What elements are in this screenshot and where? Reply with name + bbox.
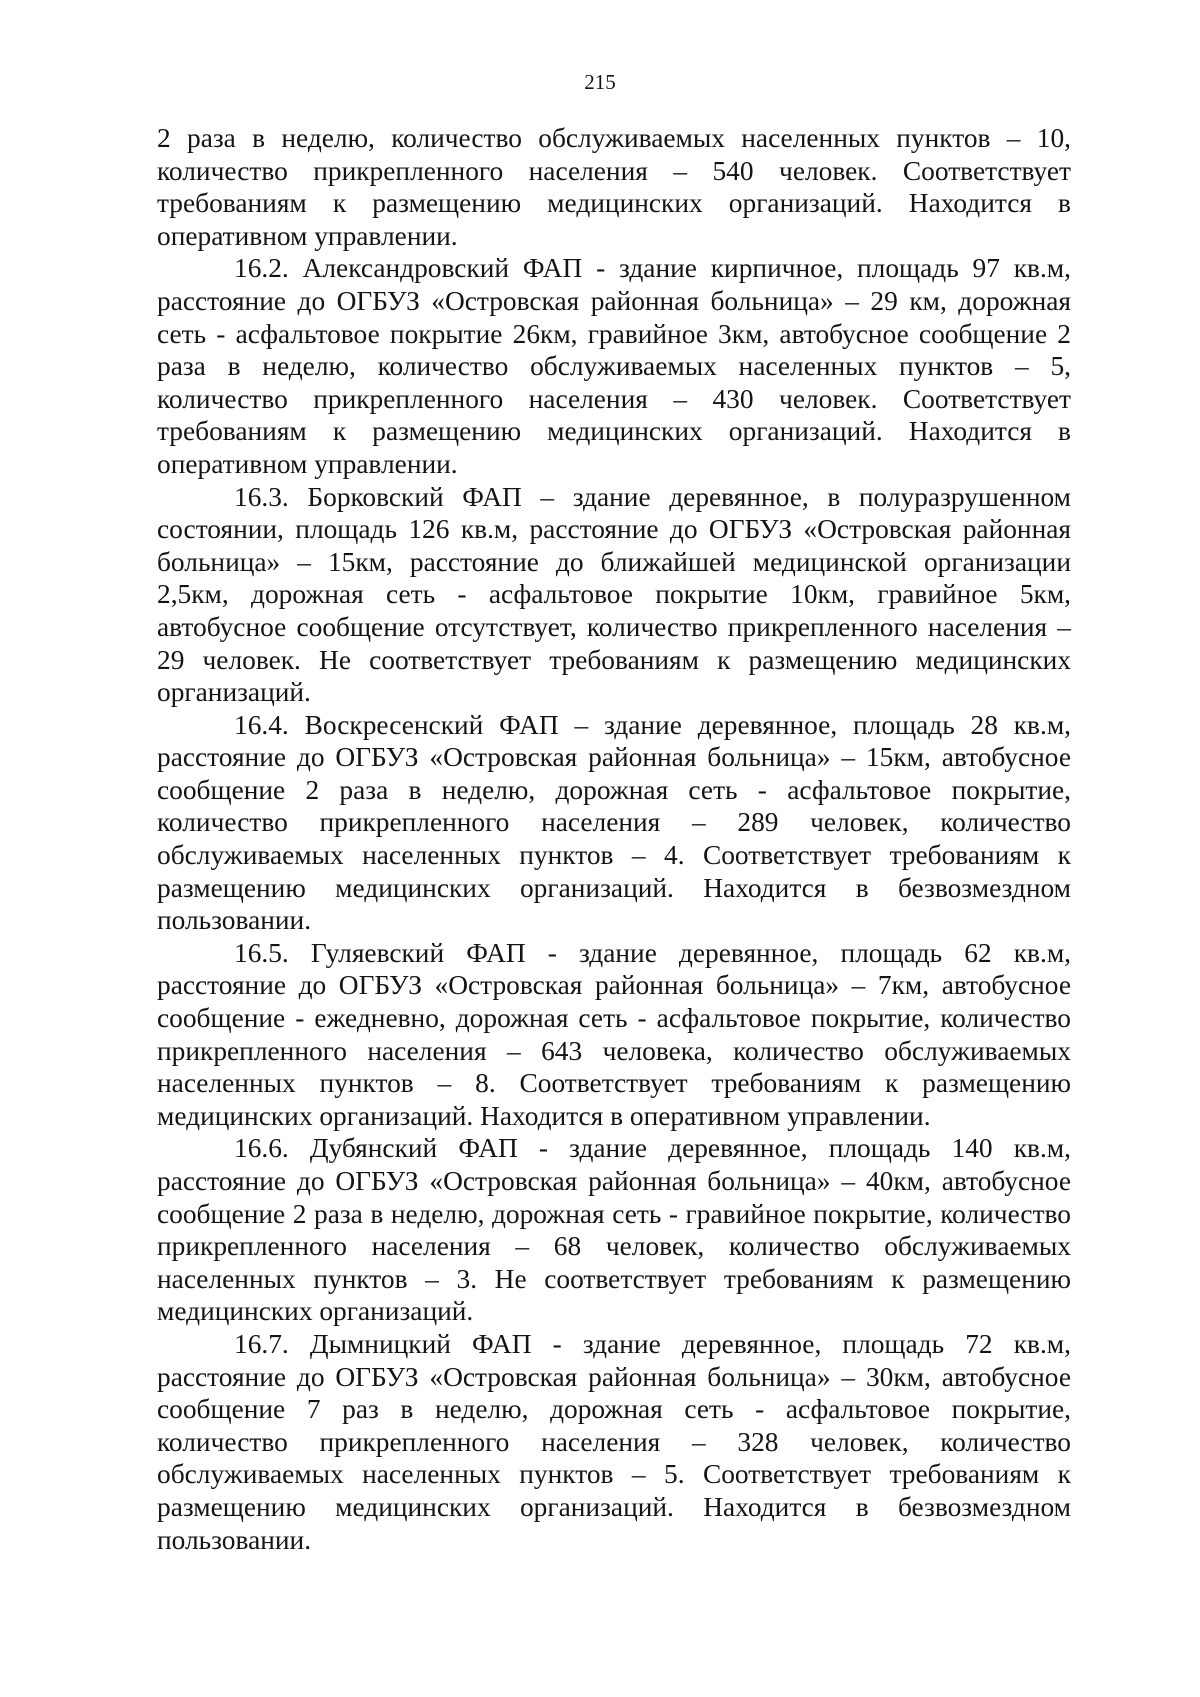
paragraph-continuation: 2 раза в неделю, количество обслуживаемых населенных пунктов – 10, количество прикрепленного населения – 540 человек. Соответствует требованиям к размещению медицинских организаций. Находится в оперативном управлении.	[157, 123, 1071, 251]
paragraph-16-7: 16.7. Дымницкий ФАП - здание деревянное, площадь 72 кв.м, расстояние до ОГБУЗ «Островская районная больница» – 30км, автобусное сообщение 7 раз в неделю, дорожная сеть - асфальтовое покрытие, количество прикрепленного населения – 328 человек, количество обслуживаемых населенных пунктов – 5. Соответствует требованиям к размещению медицинских организаций. Находится в безвозмездном пользовании.	[157, 1328, 1071, 1555]
paragraph-16-4: 16.4. Воскресенский ФАП – здание деревянное, площадь 28 кв.м, расстояние до ОГБУЗ «Островская районная больница» – 15км, автобусное сообщение 2 раза в неделю, дорожная сеть - асфальтовое покрытие, количество прикрепленного населения – 289 человек, количество обслуживаемых населенных пунктов – 4. Соответствует требованиям к размещению медицинских организаций. Находится в безвозмездном пользовании.	[157, 709, 1071, 936]
paragraph-16-3: 16.3. Борковский ФАП – здание деревянное, в полуразрушенном состоянии, площадь 126 кв.м, расстояние до ОГБУЗ «Островская районная больница» – 15км, расстояние до ближайшей медицинской организации 2,5км, дорожная сеть - асфальтовое покрытие 10км, гравийное 5км, автобусное сообщение отсутствует, количество прикрепленного населения –29 человек. Не соответствует требованиям к размещению медицинских организаций.	[157, 481, 1071, 708]
paragraph-16-2: 16.2. Александровский ФАП - здание кирпичное, площадь 97 кв.м, расстояние до ОГБУЗ «Островская районная больница» – 29 км, дорожная сеть - асфальтовое покрытие 26км, гравийное 3км, автобусное сообщение 2 раза в неделю, количество обслуживаемых населенных пунктов – 5, количество прикрепленного населения – 430 человек. Соответствует требованиям к размещению медицинских организаций. Находится в оперативном управлении.	[157, 253, 1071, 479]
paragraph-16-6: 16.6. Дубянский ФАП - здание деревянное, площадь 140 кв.м, расстояние до ОГБУЗ «Островская районная больница» – 40км, автобусное сообщение 2 раза в неделю, дорожная сеть - гравийное покрытие, количество прикрепленного населения – 68 человек, количество обслуживаемых населенных пунктов – 3. Не соответствует требованиям к размещению медицинских организаций.	[157, 1133, 1071, 1327]
page-number: 215	[584, 70, 616, 94]
paragraph-16-5: 16.5. Гуляевский ФАП - здание деревянное, площадь 62 кв.м, расстояние до ОГБУЗ «Островская районная больница» – 7км, автобусное сообщение - ежедневно, дорожная сеть - асфальтовое покрытие, количество прикрепленного населения – 643 человека, количество обслуживаемых населенных пунктов – 8. Соответствует требованиям к размещению медицинских организаций. Находится в оперативном управлении.	[157, 937, 1071, 1131]
document-body	[157, 122, 1071, 1556]
